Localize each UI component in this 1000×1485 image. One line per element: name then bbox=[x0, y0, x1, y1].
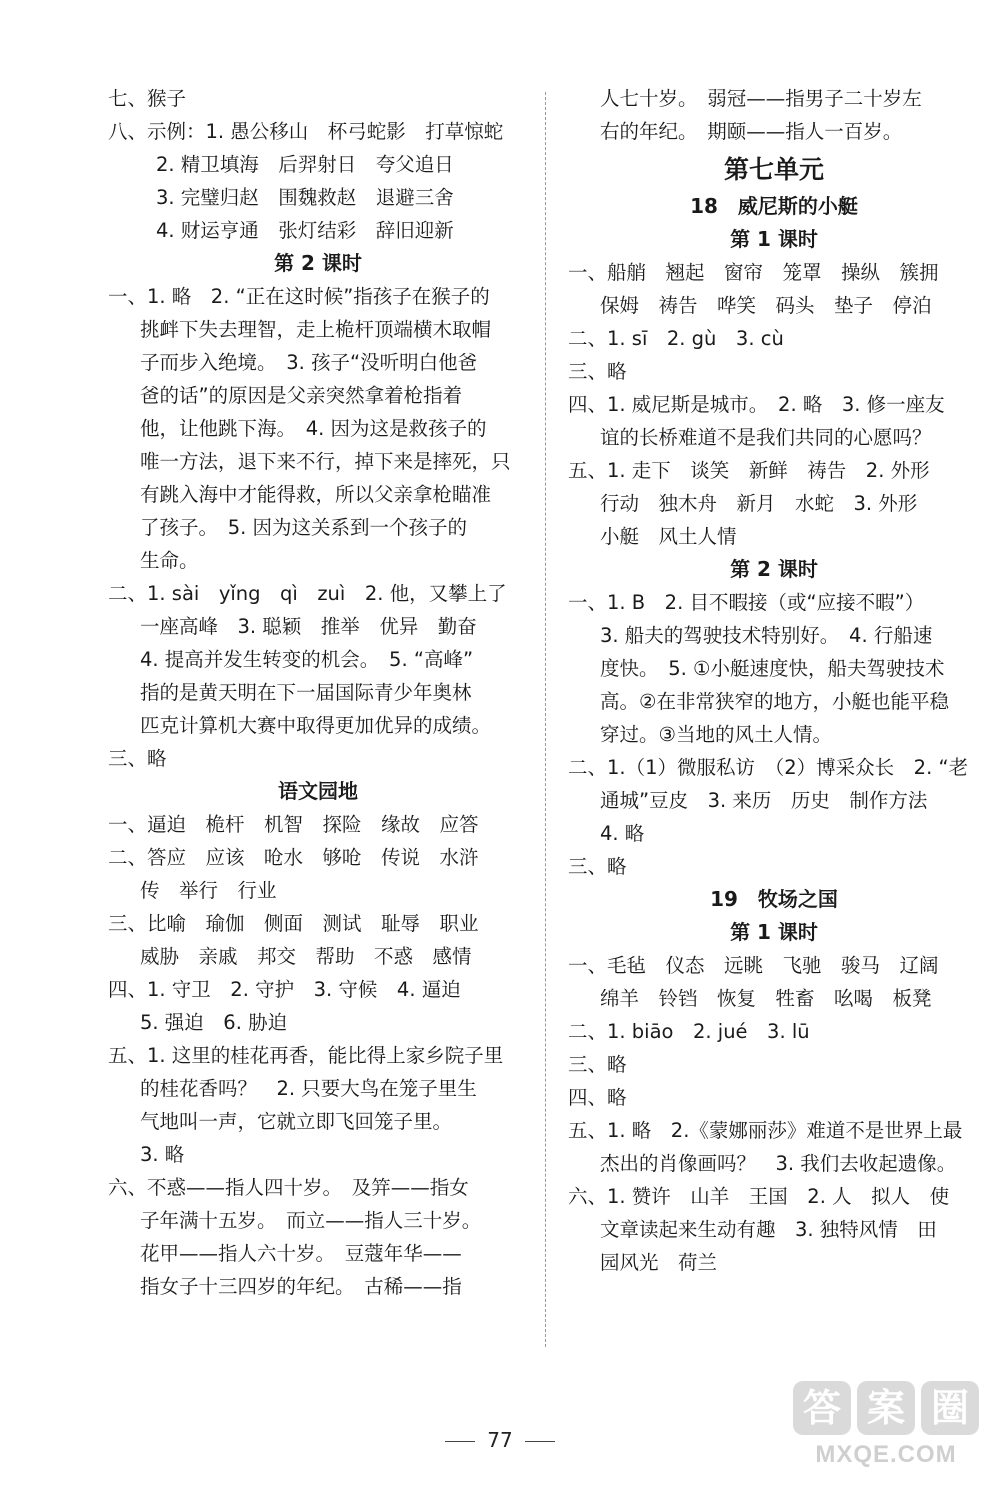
answer-line: 五、1. 走下 谈笑 新鲜 祷告 2. 外形 bbox=[568, 459, 930, 482]
answer-line: 穿过。③当地的风土人情。 bbox=[600, 723, 832, 746]
answer-line: 六、1. 赞许 山羊 王国 2. 人 拟人 使 bbox=[568, 1185, 950, 1208]
answer-line: 通城”豆皮 3. 来历 历史 制作方法 bbox=[600, 789, 928, 812]
watermark-char: 圈 bbox=[921, 1381, 979, 1435]
answer-line: 四、略 bbox=[568, 1086, 627, 1109]
answer-line: 人七十岁。 弱冠——指男子二十岁左 bbox=[600, 87, 922, 110]
answer-line: 有跳入海中才能得救，所以父亲拿枪瞄准 bbox=[140, 483, 492, 506]
answer-line: 行动 独木舟 新月 水蛇 3. 外形 bbox=[600, 492, 918, 515]
answer-line: 谊的长桥难道不是我们共同的心愿吗？ bbox=[600, 426, 932, 449]
watermark-char: 答 bbox=[793, 1381, 851, 1435]
watermark-badges bbox=[786, 1381, 986, 1439]
answer-line: 文章读起来生动有趣 3. 独特风情 田 bbox=[600, 1218, 937, 1241]
answer-line: 一、1. B 2. 目不暇接（或“应接不暇”） bbox=[568, 591, 925, 614]
answer-line: 右的年纪。 期颐——指人一百岁。 bbox=[600, 120, 903, 143]
answer-line: 挑衅下失去理智，走上桅杆顶端横木取帽 bbox=[140, 318, 492, 341]
answer-line: 三、略 bbox=[568, 360, 627, 383]
answer-line: 3. 略 bbox=[140, 1143, 185, 1166]
answer-line: 四、1. 威尼斯是城市。 2. 略 3. 修一座友 bbox=[568, 393, 945, 416]
left-column bbox=[108, 82, 528, 1303]
answer-line: 小艇 风土人情 bbox=[600, 525, 737, 548]
right-column bbox=[568, 82, 980, 1279]
answer-line: 子年满十五岁。 而立——指人三十岁。 bbox=[140, 1209, 482, 1232]
section-heading: 19 牧场之国 bbox=[710, 887, 838, 911]
answer-line: 气地叫一声，它就立即飞回笼子里。 bbox=[140, 1110, 453, 1133]
answer-line: 五、1. 略 2.《蒙娜丽莎》难道不是世界上最 bbox=[568, 1119, 963, 1142]
answer-line: 了孩子。 5. 因为这关系到一个孩子的 bbox=[140, 516, 468, 539]
answer-line: 花甲——指人六十岁。 豆蔻年华—— bbox=[140, 1242, 462, 1265]
answer-line: 3. 船夫的驾驶技术特别好。 4. 行船速 bbox=[600, 624, 933, 647]
answer-line: 3. 完璧归赵 围魏救赵 退避三舍 bbox=[156, 186, 454, 209]
section-heading: 18 威尼斯的小艇 bbox=[690, 194, 858, 218]
answer-line: 指女子十三四岁的年纪。 古稀——指 bbox=[140, 1275, 462, 1298]
section-heading: 第 1 课时 bbox=[730, 920, 818, 944]
answer-line: 一、逼迫 桅杆 机智 探险 缘故 应答 bbox=[108, 813, 479, 836]
answer-line: 八、示例：1. 愚公移山 杯弓蛇影 打草惊蛇 bbox=[108, 120, 504, 143]
answer-line: 保姆 祷告 哗笑 码头 垫子 停泊 bbox=[600, 294, 932, 317]
answer-line: 子而步入绝境。 3. 孩子“没听明白他爸 bbox=[140, 351, 478, 374]
footer-rule-right bbox=[525, 1441, 555, 1442]
answer-line: 六、不惑——指人四十岁。 及笄——指女 bbox=[108, 1176, 469, 1199]
section-heading: 语文园地 bbox=[278, 779, 358, 803]
answer-line: 二、1. biāo 2. jué 3. lū bbox=[568, 1020, 810, 1043]
answer-line: 三、略 bbox=[568, 1053, 627, 1076]
answer-line: 4. 略 bbox=[600, 822, 645, 845]
answer-line: 4. 财运亨通 张灯结彩 辞旧迎新 bbox=[156, 219, 454, 242]
section-heading: 第 2 课时 bbox=[730, 557, 818, 581]
answer-line: 唯一方法，退下来不行，掉下来是摔死，只 bbox=[140, 450, 511, 473]
answer-line: 一座高峰 3. 聪颖 推举 优异 勤奋 bbox=[140, 615, 477, 638]
answer-line: 高。②在非常狭窄的地方，小艇也能平稳 bbox=[600, 690, 949, 713]
watermark-logo bbox=[786, 1381, 986, 1473]
answer-line: 爸的话”的原因是父亲突然拿着枪指着 bbox=[140, 384, 463, 407]
answer-line: 五、1. 这里的桂花再香，能比得上家乡院子里 bbox=[108, 1044, 504, 1067]
answer-line: 三、比喻 瑜伽 侧面 测试 耻辱 职业 bbox=[108, 912, 479, 935]
answer-line: 一、毛毡 仪态 远眺 飞驰 骏马 辽阔 bbox=[568, 954, 939, 977]
page-number: 77 bbox=[487, 1428, 513, 1452]
answer-line: 的桂花香吗？ 2. 只要大鸟在笼子里生 bbox=[140, 1077, 477, 1100]
answer-line: 一、船艄 翘起 窗帘 笼罩 操纵 簇拥 bbox=[568, 261, 939, 284]
answer-line: 园风光 荷兰 bbox=[600, 1251, 718, 1274]
watermark-site: MXQE.COM bbox=[815, 1441, 957, 1468]
answer-line: 二、1. sài yǐng qì zuì 2. 他，又攀上了 bbox=[108, 582, 507, 605]
answer-line: 四、1. 守卫 2. 守护 3. 守候 4. 逼迫 bbox=[108, 978, 461, 1001]
column-divider bbox=[545, 92, 546, 1347]
answer-line: 绵羊 铃铛 恢复 牲畜 吆喝 板凳 bbox=[600, 987, 932, 1010]
watermark-char: 案 bbox=[857, 1381, 915, 1435]
answer-line: 二、1.（1）微服私访 （2）博采众长 2. “老 bbox=[568, 756, 969, 779]
answer-line: 三、略 bbox=[568, 855, 627, 878]
answer-line: 杰出的肖像画吗？ 3. 我们去收起遗像。 bbox=[600, 1152, 957, 1175]
answer-line: 4. 提高并发生转变的机会。 5. “高峰” bbox=[140, 648, 474, 671]
answer-line: 传 举行 行业 bbox=[140, 879, 277, 902]
section-heading: 第七单元 bbox=[723, 155, 824, 184]
answer-line: 指的是黄天明在下一届国际青少年奥林 bbox=[140, 681, 472, 704]
section-heading: 第 2 课时 bbox=[274, 251, 362, 275]
answer-line: 二、答应 应该 呛水 够呛 传说 水浒 bbox=[108, 846, 479, 869]
answer-line: 七、猴子 bbox=[108, 87, 187, 110]
answer-line: 二、1. sī 2. gù 3. cù bbox=[568, 327, 784, 350]
answer-line: 生命。 bbox=[140, 549, 199, 572]
answer-line: 三、略 bbox=[108, 747, 167, 770]
footer-rule-left bbox=[445, 1441, 475, 1442]
answer-line: 一、1. 略 2. “正在这时候”指孩子在猴子的 bbox=[108, 285, 490, 308]
answer-line: 他，让他跳下海。 4. 因为这是救孩子的 bbox=[140, 417, 487, 440]
answer-line: 威胁 亲戚 邦交 帮助 不惑 感情 bbox=[140, 945, 472, 968]
answer-line: 度快。 5. ①小艇速度快，船夫驾驶技术 bbox=[600, 657, 945, 680]
answer-line: 5. 强迫 6. 胁迫 bbox=[140, 1011, 288, 1034]
section-heading: 第 1 课时 bbox=[730, 227, 818, 251]
answer-line: 匹克计算机大赛中取得更加优异的成绩。 bbox=[140, 714, 492, 737]
answer-line: 2. 精卫填海 后羿射日 夸父追日 bbox=[156, 153, 454, 176]
